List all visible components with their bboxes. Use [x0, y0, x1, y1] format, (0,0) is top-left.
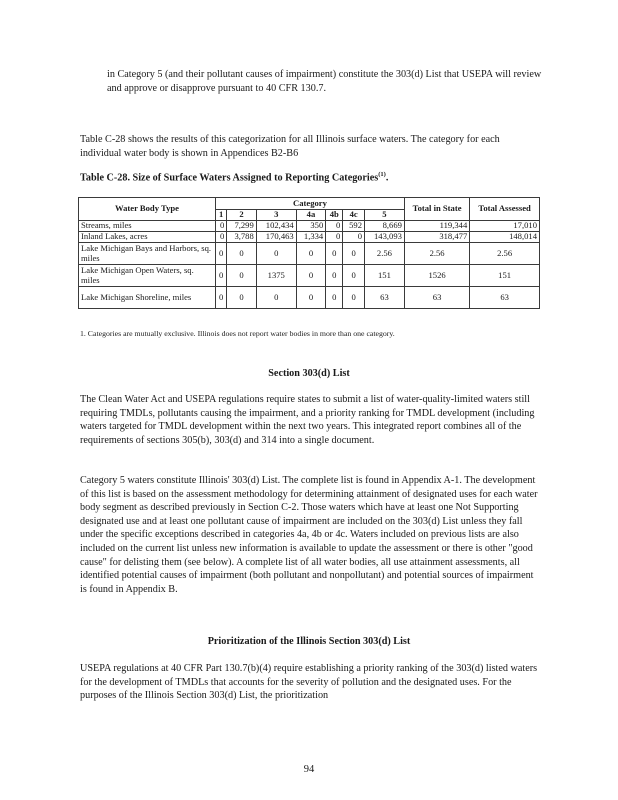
table-row — [79, 221, 540, 232]
cell-category-2: 7,299 — [227, 221, 257, 232]
cell-total-assessed: 17,010 — [470, 221, 540, 232]
table-caption-footnote-marker: (1) — [378, 171, 386, 178]
cell-category-3: 102,434 — [256, 221, 296, 232]
cell-category-1: 0 — [216, 221, 227, 232]
cell-category-5: 151 — [364, 265, 404, 287]
table-row — [79, 232, 540, 243]
header-category-4a: 4a — [296, 210, 326, 221]
cell-total-in-state: 63 — [404, 287, 469, 309]
cell-water-body-type: Inland Lakes, acres — [79, 232, 216, 243]
cell-category-2: 0 — [227, 243, 257, 265]
cell-category-4c: 592 — [343, 221, 365, 232]
cell-category-3: 0 — [256, 287, 296, 309]
cell-category-2: 3,788 — [227, 232, 257, 243]
header-category-5: 5 — [364, 210, 404, 221]
cell-category-5: 63 — [364, 287, 404, 309]
header-category: Category — [216, 198, 405, 210]
cell-water-body-type: Lake Michigan Bays and Harbors, sq. miles — [79, 243, 216, 265]
prioritization-paragraph: USEPA regulations at 40 CFR Part 130.7(b)(4) require establishing a priority ranking of the 303(d) listed waters for the development of TMDLs that accounts for the severity of pollution and the designated uses. For the purposes of the Illinois Section 303(d) List, the prioritization — [80, 663, 538, 702]
cell-category-3: 0 — [256, 243, 296, 265]
cell-category-4c: 0 — [343, 232, 365, 243]
header-category-3: 3 — [256, 210, 296, 221]
header-category-4b: 4b — [326, 210, 343, 221]
cell-category-4c: 0 — [343, 243, 365, 265]
cell-category-4a: 0 — [296, 243, 326, 265]
cell-total-in-state: 318,477 — [404, 232, 469, 243]
table-caption-end: . — [385, 172, 389, 184]
cell-water-body-type: Lake Michigan Open Waters, sq. miles — [79, 265, 216, 287]
cell-category-4b: 0 — [326, 221, 343, 232]
cell-water-body-type: Streams, miles — [79, 221, 216, 232]
cell-category-4c: 0 — [343, 287, 365, 309]
section-303d-paragraph-2: Category 5 waters constitute Illinois' 303(d) List. The complete list is found in Appendix A-1. The development of this list is based on the assessment methodology for determining attainment of designated uses for each water body segment as described previously in Section C-2. Those waters which have at least one Not Supporting designated use and at least one pollutant cause of impairment are included on the 303(d) List unless they fall under the specific exceptions described in categories 4a, 4b or 4c. Waters included on previous lists are also included on the current list unless new information is available to update the assessment or there is other "good cause" for delisting them (see below). A complete list of all water bodies, all use attainment assessments, all identified potential causes of impairment (both pollutant and nonpollutant) and potential sources of impairment is found in Appendix B. — [80, 475, 538, 595]
cell-category-4a: 0 — [296, 265, 326, 287]
cell-water-body-type: Lake Michigan Shoreline, miles — [79, 287, 216, 309]
page-number: 94 — [303, 764, 315, 775]
cell-total-in-state: 119,344 — [404, 221, 469, 232]
cell-total-assessed: 151 — [470, 265, 540, 287]
table-row — [79, 265, 540, 287]
table-caption — [80, 171, 388, 183]
cell-total-in-state: 2.56 — [404, 243, 469, 265]
cell-category-4b: 0 — [326, 243, 343, 265]
header-category-2: 2 — [227, 210, 257, 221]
cell-total-assessed: 63 — [470, 287, 540, 309]
header-category-1: 1 — [216, 210, 227, 221]
table-reference-paragraph: Table C-28 shows the results of this categorization for all Illinois surface waters. The category for each individual water body is shown in Appendices B2-B6 — [80, 134, 500, 159]
cell-category-1: 0 — [216, 265, 227, 287]
cell-category-4b: 0 — [326, 265, 343, 287]
cell-category-2: 0 — [227, 287, 257, 309]
cell-category-3: 170,463 — [256, 232, 296, 243]
cell-category-5: 8,669 — [364, 221, 404, 232]
table-row — [79, 243, 540, 265]
table-caption-text: Table C-28. Size of Surface Waters Assigned to Reporting Categories — [80, 172, 379, 184]
cell-category-4b: 0 — [326, 287, 343, 309]
table-row — [79, 287, 540, 309]
cell-total-assessed: 2.56 — [470, 243, 540, 265]
cell-category-4a: 350 — [296, 221, 326, 232]
cell-total-assessed: 148,014 — [470, 232, 540, 243]
header-total-in-state: Total in State — [404, 198, 469, 221]
cell-category-1: 0 — [216, 287, 227, 309]
cell-category-4c: 0 — [343, 265, 365, 287]
table-footnote: 1. Categories are mutually exclusive. Illinois does not report water bodies in more than one category. — [80, 329, 395, 338]
cell-category-1: 0 — [216, 232, 227, 243]
cell-category-2: 0 — [227, 265, 257, 287]
section-303d-heading: Section 303(d) List — [268, 368, 350, 379]
cell-total-in-state: 1526 — [404, 265, 469, 287]
cell-category-1: 0 — [216, 243, 227, 265]
surface-waters-table — [78, 197, 540, 309]
cell-category-4a: 0 — [296, 287, 326, 309]
cell-category-3: 1375 — [256, 265, 296, 287]
header-total-assessed: Total Assessed — [470, 198, 540, 221]
cell-category-5: 2.56 — [364, 243, 404, 265]
section-303d-paragraph-1: The Clean Water Act and USEPA regulations require states to submit a list of water-quality-limited waters still requiring TMDLs, pollutants causing the impairment, and a priority ranking for TMDL development (including waters targeted for TMDL development within the next two years. This integrated report combines all of the requirements of sections 305(b), 303(d) and 314 into a single document. — [80, 394, 535, 446]
header-category-4c: 4c — [343, 210, 365, 221]
header-water-body-type: Water Body Type — [79, 198, 216, 221]
cell-category-5: 143,093 — [364, 232, 404, 243]
cell-category-4a: 1,334 — [296, 232, 326, 243]
prioritization-heading: Prioritization of the Illinois Section 303(d) List — [207, 636, 411, 647]
cell-category-4b: 0 — [326, 232, 343, 243]
intro-paragraph: in Category 5 (and their pollutant causes of impairment) constitute the 303(d) List that USEPA will review and approve or disapprove pursuant to 40 CFR 130.7. — [107, 69, 542, 94]
